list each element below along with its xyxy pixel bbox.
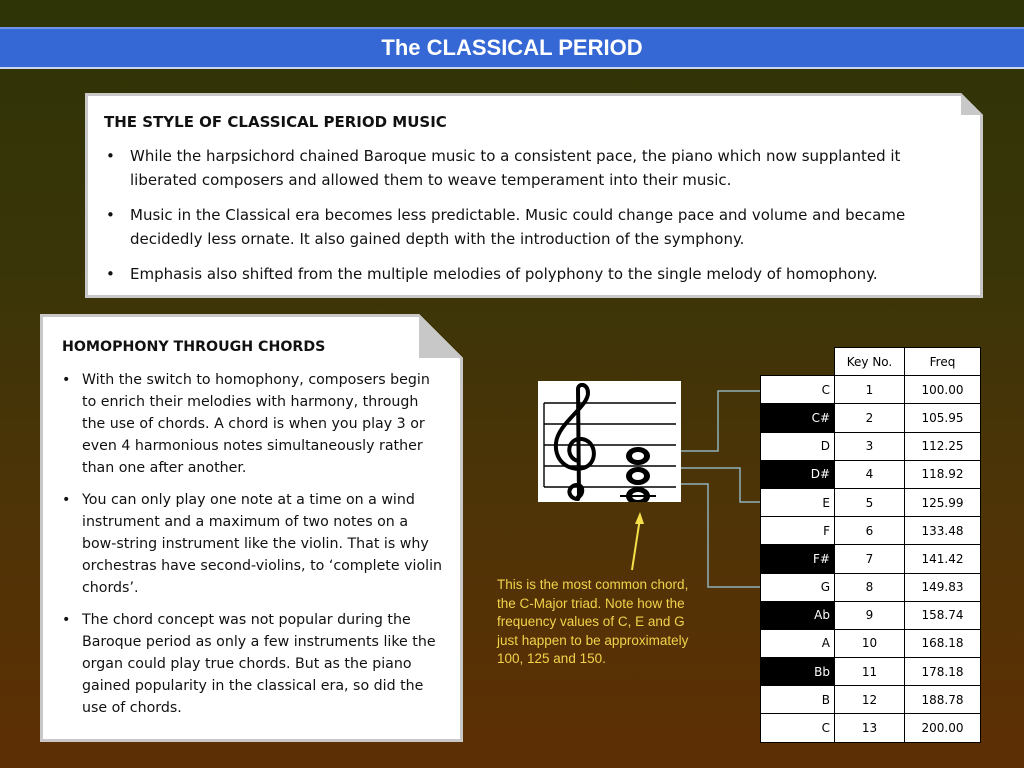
homophony-bullet-list (62, 369, 444, 719)
style-bullet: • Music in the Classical era becomes less predictable. Music could change pace and volume and became decidedly less ornate. It also gained depth with the introduction of the symphony. (104, 203, 966, 251)
key-cell: 11 (835, 658, 905, 686)
note-cell: D# (761, 460, 835, 488)
table-row (761, 629, 981, 657)
table-row (761, 432, 981, 460)
table-row (761, 658, 981, 686)
style-section (104, 110, 966, 297)
homophony-bullet: • You can only play one note at a time on a wind instrument and a maximum of two notes on a bow-string instrument like the violin. That is why orchestras have second-violins, to ‘complete violin chords’. (62, 489, 444, 599)
style-heading: THE STYLE OF CLASSICAL PERIOD MUSIC (104, 113, 447, 131)
freq-cell: 158.74 (905, 601, 981, 629)
table-row (761, 488, 981, 516)
homophony-bullet: • With the switch to homophony, composers begin to enrich their melodies with harmony, through the use of chords. A chord is when you play 3 or even 4 harmonious notes simultaneously rather than one after another. (62, 369, 444, 479)
style-bullet: • While the harpsichord chained Baroque music to a consistent pace, the piano which now supplanted it liberated composers and allowed them to weave temperament into their music. (104, 144, 966, 192)
note-cell: Ab (761, 601, 835, 629)
note-cell: E (761, 488, 835, 516)
table-row (761, 517, 981, 545)
key-cell: 2 (835, 404, 905, 432)
key-cell: 12 (835, 686, 905, 714)
key-cell: 9 (835, 601, 905, 629)
treble-clef-icon (556, 385, 594, 499)
style-bullet: • Emphasis also shifted from the multiple melodies of polyphony to the single melody of homophony. (104, 262, 966, 286)
note-cell: F# (761, 545, 835, 573)
table-header-key: Key No. (835, 348, 905, 376)
homophony-section (62, 336, 444, 729)
table-row (761, 686, 981, 714)
chord-annotation: This is the most common chord, the C-Major triad. Note how the frequency values of C, E and G just happen to be approximately 100, 125 and 150. (497, 577, 689, 666)
note-cell: C (761, 376, 835, 404)
note-cell: D (761, 432, 835, 460)
note-cell: C (761, 714, 835, 742)
freq-cell: 188.78 (905, 686, 981, 714)
freq-cell: 141.42 (905, 545, 981, 573)
table-row (761, 714, 981, 742)
freq-cell: 200.00 (905, 714, 981, 742)
homophony-heading: HOMOPHONY THROUGH CHORDS (62, 339, 326, 355)
key-cell: 8 (835, 573, 905, 601)
key-cell: 3 (835, 432, 905, 460)
table-row (761, 573, 981, 601)
frequency-table (760, 347, 981, 743)
key-cell: 1 (835, 376, 905, 404)
page-title: The CLASSICAL PERIOD (381, 35, 643, 60)
style-bullet-list (104, 144, 966, 286)
freq-cell: 125.99 (905, 488, 981, 516)
key-cell: 5 (835, 488, 905, 516)
table-row (761, 460, 981, 488)
freq-cell: 105.95 (905, 404, 981, 432)
table-row (761, 545, 981, 573)
freq-cell: 100.00 (905, 376, 981, 404)
key-cell: 7 (835, 545, 905, 573)
chord-notes-icon (620, 447, 656, 502)
note-cell: B (761, 686, 835, 714)
title-bar (0, 27, 1024, 69)
key-cell: 6 (835, 517, 905, 545)
c-major-staff-image (538, 381, 681, 502)
freq-cell: 178.18 (905, 658, 981, 686)
note-cell: Bb (761, 658, 835, 686)
homophony-bullet: • The chord concept was not popular during the Baroque period as only a few instruments like the organ could play true chords. But as the piano gained popularity in the classical era, so did the use of chords. (62, 609, 444, 719)
table-row (761, 404, 981, 432)
freq-cell: 118.92 (905, 460, 981, 488)
note-cell: C# (761, 404, 835, 432)
freq-cell: 168.18 (905, 629, 981, 657)
key-cell: 13 (835, 714, 905, 742)
table-row (761, 376, 981, 404)
freq-cell: 112.25 (905, 432, 981, 460)
note-cell: F (761, 517, 835, 545)
note-cell: A (761, 629, 835, 657)
key-cell: 4 (835, 460, 905, 488)
table-header-row (761, 348, 981, 376)
freq-cell: 133.48 (905, 517, 981, 545)
table-row (761, 601, 981, 629)
table-header-freq: Freq (905, 348, 981, 376)
note-cell: G (761, 573, 835, 601)
freq-cell: 149.83 (905, 573, 981, 601)
key-cell: 10 (835, 629, 905, 657)
table-header-blank (761, 348, 835, 376)
